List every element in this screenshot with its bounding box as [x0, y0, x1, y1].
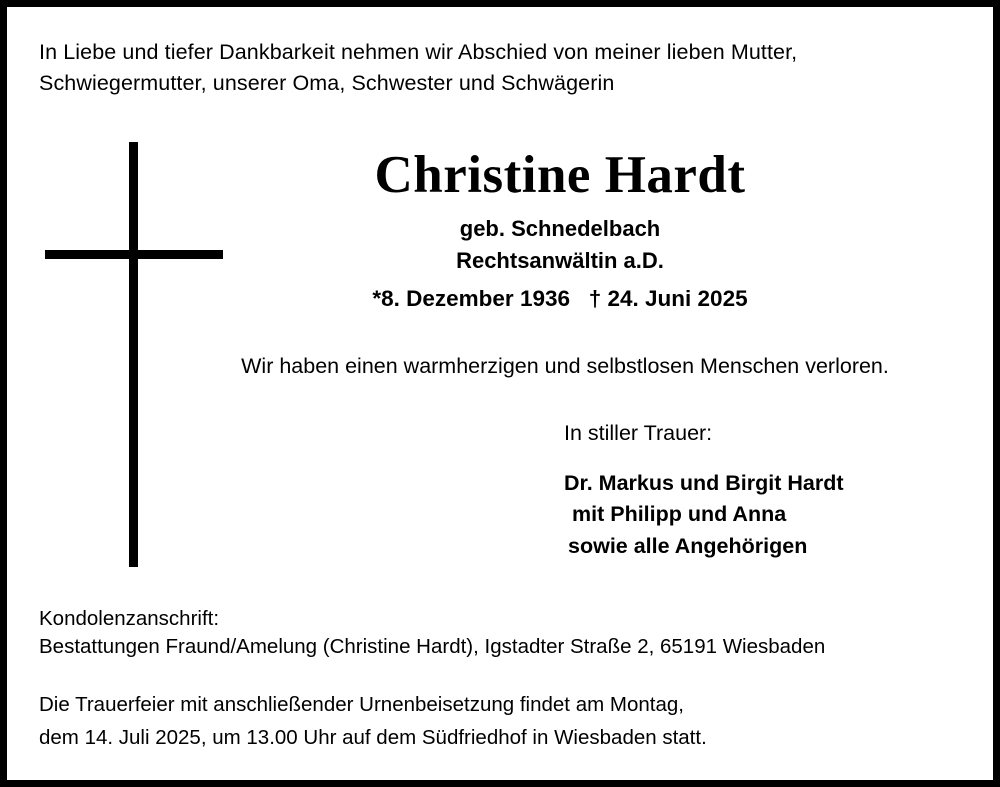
intro-text	[39, 37, 961, 99]
intro-line-2: Schwiegermutter, unserer Oma, Schwester und Schwägerin	[39, 71, 615, 96]
mourner-name: sowie alle Angehörigen	[568, 533, 808, 558]
christian-cross-icon	[45, 142, 235, 567]
deceased-maiden-name: geb. Schnedelbach	[459, 216, 661, 242]
condolence-label: Kondolenzanschrift:	[39, 607, 220, 630]
cross-horizontal-bar	[45, 250, 223, 259]
mourners-lead: In stiller Trauer:	[564, 421, 713, 446]
mourner-name: mit Philipp und Anna	[572, 502, 787, 527]
deceased-dates: *8. Dezember 1936 † 24. Juni 2025	[372, 286, 748, 312]
mourner-name: Dr. Markus und Birgit Hardt	[564, 471, 844, 496]
deceased-profession: Rechtsanwältin a.D.	[456, 248, 664, 274]
memorial-text: Wir haben einen warmherzigen und selbstlosen Menschen verloren.	[241, 354, 889, 379]
ceremony-line-1: Die Trauerfeier mit anschließender Urnenbeisetzung findet am Montag,	[39, 693, 684, 716]
deceased-name: Christine Hardt	[374, 146, 746, 205]
footer-block	[39, 607, 961, 755]
condolence-address: Bestattungen Fraund/Amelung (Christine Hardt), Igstadter Straße 2, 65191 Wiesbaden	[39, 635, 826, 658]
mourners-names	[564, 468, 961, 562]
intro-line-1: In Liebe und tiefer Dankbarkeit nehmen wir Abschied von meiner lieben Mutter,	[39, 40, 798, 64]
ceremony-line-2: dem 14. Juli 2025, um 13.00 Uhr auf dem Südfriedhof in Wiesbaden statt.	[39, 725, 707, 749]
cross-vertical-bar	[129, 142, 138, 567]
ceremony-details	[39, 689, 961, 755]
obituary-content	[7, 7, 993, 780]
